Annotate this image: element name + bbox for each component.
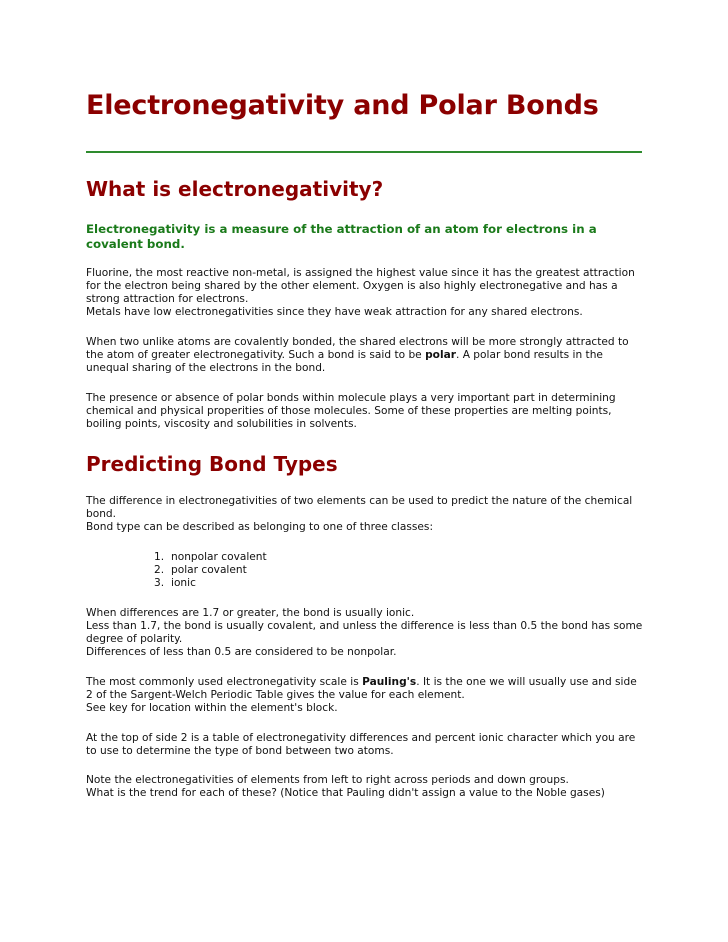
list-number: 2. bbox=[154, 564, 165, 576]
pauling-text bbox=[86, 676, 646, 702]
paragraph-polar bbox=[86, 336, 646, 375]
definition-text: Electronegativity is a measure of the attraction of an atom for electrons in a covalent bond. bbox=[86, 222, 597, 251]
polar-text bbox=[86, 336, 646, 375]
page-title: Electronegativity and Polar Bonds bbox=[86, 90, 599, 121]
trend-question-text: What is the trend for each of these? (Notice that Pauling didn't assign a value to the Noble gases) bbox=[86, 787, 605, 799]
polar-text-post: . A polar bond results in the unequal sharing of the electrons in the bond. bbox=[86, 349, 603, 374]
list-item bbox=[86, 564, 646, 577]
nonpolar-rule-text: Differences of less than 0.5 are considered to be nonpolar. bbox=[86, 646, 397, 658]
list-text: ionic bbox=[171, 577, 196, 589]
metals-text: Metals have low electronegativities since they have weak attraction for any shared electrons. bbox=[86, 306, 583, 318]
paragraph-differences bbox=[86, 607, 646, 659]
paragraph-difference bbox=[86, 495, 646, 534]
heading-what-is-electronegativity: What is electronegativity? bbox=[86, 177, 384, 201]
difference-text: The difference in electronegativities of two elements can be used to predict the nature of the chemical bond. bbox=[86, 495, 633, 520]
key-location-text: See key for location within the element's block. bbox=[86, 702, 338, 714]
polar-text-pre: When two unlike atoms are covalently bonded, the shared electrons will be more strongly attracted to the atom of greater electronegativity. Such a bond is said to be bbox=[86, 336, 629, 361]
fluorine-text: Fluorine, the most reactive non-metal, is assigned the highest value since it has the greatest attraction for the electron being shared by the other element. Oxygen is also highly electronegative and has a strong attraction for electrons. bbox=[86, 267, 635, 305]
list-text: polar covalent bbox=[171, 564, 247, 576]
properties-text: The presence or absence of polar bonds within molecule plays a very important part in determining chemical and physical properities of those molecules. Some of these properties are melting points, boiling points, viscosity and solubilities in solvents. bbox=[86, 392, 616, 430]
list-item bbox=[86, 577, 646, 590]
definition-lead bbox=[86, 222, 646, 252]
trend-note-text: Note the electronegativities of elements from left to right across periods and down groups. bbox=[86, 774, 569, 786]
pauling-text-post: . It is the one we will usually use and side 2 of the Sargent-Welch Periodic Table gives the value for each element. bbox=[86, 676, 637, 701]
ionic-rule-text: When differences are 1.7 or greater, the bond is usually ionic. bbox=[86, 607, 415, 619]
paragraph-fluorine bbox=[86, 267, 646, 319]
pauling-term: Pauling's bbox=[362, 676, 417, 688]
paragraph-trends bbox=[86, 774, 646, 800]
list-number: 3. bbox=[154, 577, 165, 589]
list-text: nonpolar covalent bbox=[171, 551, 267, 563]
paragraph-properties bbox=[86, 392, 646, 431]
heading-predicting-bond-types: Predicting Bond Types bbox=[86, 452, 338, 476]
list-item bbox=[86, 551, 646, 564]
bond-class-list bbox=[86, 551, 646, 590]
list-number: 1. bbox=[154, 551, 165, 563]
title-divider bbox=[86, 151, 642, 153]
table-text: At the top of side 2 is a table of electronegativity differences and percent ionic character which you are to use to determine the type of bond between two atoms. bbox=[86, 732, 636, 757]
paragraph-table bbox=[86, 732, 646, 758]
covalent-rule-text: Less than 1.7, the bond is usually covalent, and unless the difference is less than 0.5 the bond has some degree of polarity. bbox=[86, 620, 643, 645]
polar-term: polar bbox=[425, 349, 456, 361]
paragraph-pauling bbox=[86, 676, 646, 715]
classes-text: Bond type can be described as belonging to one of three classes: bbox=[86, 521, 434, 533]
pauling-text-pre: The most commonly used electronegativity scale is bbox=[86, 676, 363, 688]
